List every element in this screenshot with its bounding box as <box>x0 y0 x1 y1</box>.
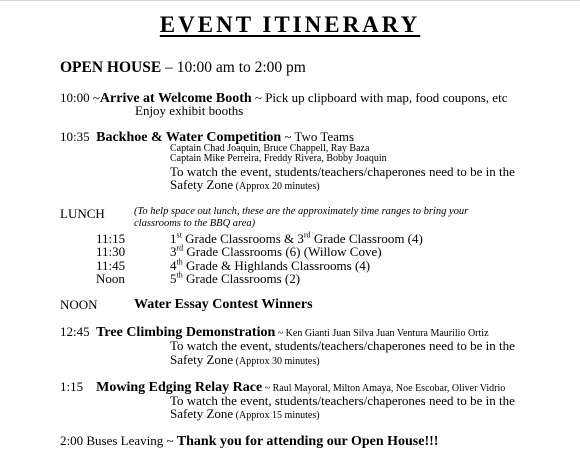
lunch-slot-classes <box>170 244 382 259</box>
lunch-label: LUNCH <box>60 206 105 221</box>
tree-names: ~ Ken Gianti Juan Silva Juan Ventura Maurilio Ortiz <box>275 328 489 339</box>
backhoe-captain-2: Captain Mike Perreira, Freddy Rivera, Bobby Joaquin <box>170 153 387 164</box>
grade-text: Grade & Highlands Classrooms (4) <box>182 258 371 273</box>
backhoe-event: Backhoe & Water Competition <box>96 130 282 145</box>
buses-event: Buses Leaving ~ <box>83 433 177 448</box>
grade-text: Grade Classrooms (6) (Willow Cove) <box>183 244 382 259</box>
open-house-hours: – 10:00 am to 2:00 pm <box>161 59 306 76</box>
mowing-event: Mowing Edging Relay Race <box>96 380 263 395</box>
buses-thanks: Thank you for attending our Open House!!! <box>176 434 439 449</box>
backhoe-duration: (Approx 20 minutes) <box>233 181 320 192</box>
welcome-event: Arrive at Welcome Booth <box>99 91 252 106</box>
lunch-slot-time: 11:45 <box>96 258 126 273</box>
mowing-names: ~ Raul Mayoral, Milton Amaya, Noe Escobar, Oliver Vidrio <box>262 383 506 394</box>
lunch-note-1: (To help space out lunch, these are the approximately time ranges to bring your <box>134 206 469 217</box>
mowing-duration: (Approx 15 minutes) <box>233 410 320 421</box>
noon-event: Water Essay Contest Winners <box>134 297 313 312</box>
grade-suffix: th <box>176 270 183 280</box>
tree-note-2 <box>170 352 320 369</box>
grade-number: 4 <box>170 258 177 273</box>
lunch-slot-time: 11:15 <box>96 231 126 246</box>
welcome-line2: Enjoy exhibit booths <box>135 103 244 118</box>
tree-note-1: To watch the event, students/teachers/chaperones need to be in the <box>170 338 515 353</box>
mowing-time: 1:15 <box>60 379 84 394</box>
page-title: EVENT ITINERARY <box>159 12 421 37</box>
grade-text: Grade Classrooms & 3 <box>181 231 304 246</box>
welcome-detail: ~ Pick up clipboard with map, food coupons, etc <box>251 90 508 105</box>
backhoe-safety-zone: Safety Zone <box>170 177 234 192</box>
grade-suffix: st <box>176 230 182 240</box>
lunch-slot-time: 11:30 <box>96 244 126 259</box>
mowing-safety-zone: Safety Zone <box>170 406 234 421</box>
backhoe-captain-1: Captain Chad Joaquin, Bruce Chappell, Ray Baza <box>170 143 370 154</box>
grade-text-2: Grade Classroom (4) <box>310 231 423 246</box>
backhoe-detail: ~ Two Teams <box>281 129 355 144</box>
backhoe-note-2 <box>170 177 320 194</box>
tree-event: Tree Climbing Demonstration <box>96 325 276 340</box>
open-house-label: OPEN HOUSE <box>60 59 162 76</box>
lunch-slot-classes <box>170 271 300 286</box>
welcome-row <box>60 90 507 106</box>
grade-number: 3 <box>170 244 177 259</box>
backhoe-note-1: To watch the event, students/teachers/chaperones need to be in the <box>170 164 515 179</box>
backhoe-time: 10:35 <box>60 129 90 144</box>
tree-time: 12:45 <box>60 324 90 339</box>
lunch-note-2: classrooms to the BBQ area) <box>134 218 256 229</box>
mowing-note-1: To watch the event, students/teachers/chaperones need to be in the <box>170 393 515 408</box>
tree-duration: (Approx 30 minutes) <box>233 356 320 367</box>
top-divider <box>0 0 580 1</box>
mowing-note-2 <box>170 406 320 423</box>
welcome-time: 10:00 ~ <box>60 90 100 105</box>
noon-label: NOON <box>60 297 98 312</box>
grade-number: 5 <box>170 271 177 286</box>
grade-suffix-2: rd <box>303 230 311 240</box>
buses-row <box>60 433 438 449</box>
grade-number: 1 <box>170 231 177 246</box>
lunch-slot-time: Noon <box>96 271 125 286</box>
buses-time: 2:00 <box>60 433 84 448</box>
grade-suffix: th <box>176 257 183 267</box>
grade-suffix: rd <box>176 243 184 253</box>
open-house-heading <box>60 59 306 77</box>
grade-text: Grade Classrooms (2) <box>182 271 301 286</box>
tree-safety-zone: Safety Zone <box>170 352 234 367</box>
